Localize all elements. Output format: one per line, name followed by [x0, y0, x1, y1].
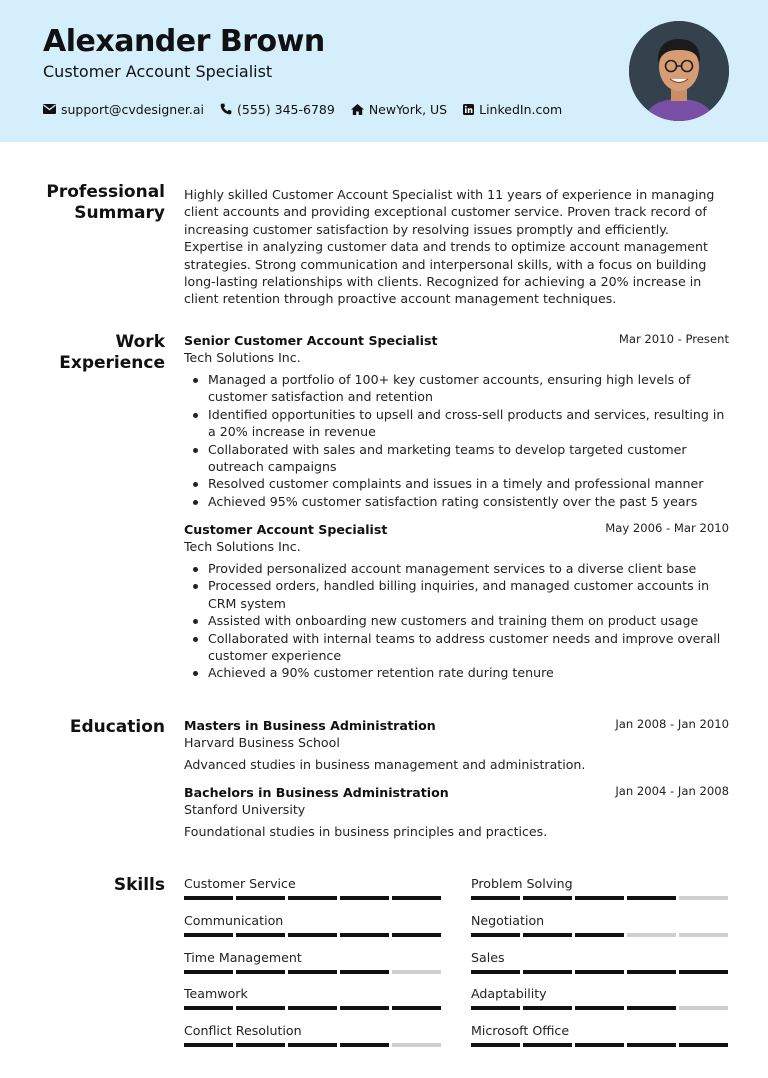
skill-level-segment-filled — [575, 1043, 624, 1047]
skill-level-segment-filled — [627, 1043, 676, 1047]
education-dates: Jan 2004 - Jan 2008 — [615, 784, 729, 798]
skill-level-segment-filled — [523, 1043, 572, 1047]
job-company: Tech Solutions Inc. — [184, 350, 301, 365]
skill-level-bar — [184, 1043, 444, 1047]
skill-level-segment-filled — [392, 896, 441, 900]
skill-level-segment-filled — [236, 970, 285, 974]
phone-icon — [220, 103, 232, 115]
skills-heading: Skills — [113, 875, 165, 895]
skill-name: Teamwork — [184, 986, 248, 1002]
skill-level-segment-filled — [471, 896, 520, 900]
skill-level-segment-filled — [627, 1006, 676, 1010]
skill-level-segment-filled — [236, 1043, 285, 1047]
skill-level-segment-filled — [627, 896, 676, 900]
skill-level-segment-empty — [627, 933, 676, 937]
email-text: support@cvdesigner.ai — [61, 101, 205, 117]
skill-level-bar — [184, 933, 444, 937]
candidate-title: Customer Account Specialist — [43, 62, 273, 81]
skill-level-segment-empty — [679, 933, 728, 937]
profile-photo — [629, 21, 729, 121]
skill-level-segment-filled — [288, 933, 337, 937]
job-bullet: Processed orders, handled billing inquiries, and managed customer accounts in CRM system — [190, 577, 730, 612]
skill-name: Customer Service — [184, 876, 296, 891]
skill-level-segment-filled — [523, 896, 572, 900]
summary-heading-line2: Summary — [74, 203, 165, 223]
skill-name: Sales — [471, 949, 505, 965]
job-title: Customer Account Specialist — [184, 522, 388, 537]
degree-title: Bachelors in Business Administration — [184, 785, 449, 800]
education-dates: Jan 2008 - Jan 2010 — [615, 717, 729, 731]
experience-heading-line1: Work — [115, 332, 165, 352]
skill-name: Problem Solving — [471, 876, 573, 891]
skill-level-segment-empty — [679, 1006, 728, 1010]
home-icon — [351, 104, 364, 115]
job-bullets — [190, 371, 730, 510]
skill-level-segment-filled — [184, 896, 233, 900]
skill-level-segment-filled — [679, 970, 728, 974]
job-title: Senior Customer Account Specialist — [184, 333, 438, 348]
skill-name: Time Management — [184, 949, 302, 965]
skill-level-segment-filled — [523, 1006, 572, 1010]
contact-list — [43, 100, 578, 118]
job-bullet: Achieved 95% customer satisfaction rating consistently over the past 5 years — [190, 493, 730, 510]
skill-level-segment-filled — [288, 1006, 337, 1010]
education-description: Advanced studies in business management and administration. — [184, 757, 586, 772]
skill-level-bar — [471, 933, 731, 937]
skill-level-segment-filled — [575, 1006, 624, 1010]
skill-level-segment-empty — [679, 896, 728, 900]
skill-level-segment-filled — [340, 1006, 389, 1010]
skill-level-segment-filled — [575, 970, 624, 974]
job-dates: Mar 2010 - Present — [618, 332, 729, 346]
skill-level-segment-filled — [288, 970, 337, 974]
skill-name: Conflict Resolution — [184, 1023, 302, 1039]
skill-level-bar — [184, 1006, 444, 1010]
contact-phone[interactable] — [220, 102, 335, 117]
skill-level-segment-filled — [288, 1043, 337, 1047]
skill-name: Microsoft Office — [471, 1023, 570, 1039]
skill-level-segment-filled — [340, 933, 389, 937]
job-bullet: Collaborated with sales and marketing teams to develop targeted customer outreach campaigns — [190, 441, 730, 476]
skill-level-segment-filled — [340, 1043, 389, 1047]
skill-level-segment-filled — [523, 970, 572, 974]
skill-level-segment-filled — [340, 896, 389, 900]
skill-level-segment-filled — [340, 970, 389, 974]
skill-level-segment-empty — [392, 1043, 441, 1047]
location-text: NewYork, US — [368, 101, 448, 117]
job-bullet: Managed a portfolio of 100+ key customer accounts, ensuring high levels of customer satisfaction and retention — [190, 371, 730, 406]
skill-level-segment-filled — [184, 1043, 233, 1047]
experience-heading-line2: Experience — [59, 353, 165, 373]
linkedin-text: LinkedIn.com — [479, 101, 563, 117]
skill-level-segment-filled — [236, 896, 285, 900]
resume-header — [0, 0, 768, 142]
skill-level-segment-filled — [184, 933, 233, 937]
degree-title: Masters in Business Administration — [184, 718, 436, 733]
skill-level-segment-filled — [236, 1006, 285, 1010]
skill-level-segment-empty — [392, 970, 441, 974]
job-bullets — [190, 560, 730, 682]
education-description: Foundational studies in business principles and practices. — [184, 824, 548, 839]
skill-level-segment-filled — [471, 933, 520, 937]
job-company: Tech Solutions Inc. — [184, 539, 301, 554]
skill-level-segment-filled — [679, 1043, 728, 1047]
skill-level-segment-filled — [627, 970, 676, 974]
skill-level-segment-filled — [392, 933, 441, 937]
job-bullet: Identified opportunities to upsell and cross-sell products and services, resulting in a 20% increase in revenue — [190, 406, 730, 441]
skill-level-bar — [471, 1043, 731, 1047]
envelope-icon — [43, 104, 56, 114]
skill-level-segment-filled — [471, 1043, 520, 1047]
job-bullet: Resolved customer complaints and issues in a timely and professional manner — [190, 475, 730, 492]
skill-level-bar — [471, 970, 731, 974]
skill-level-bar — [471, 1006, 731, 1010]
education-heading: Education — [69, 717, 165, 737]
skill-name: Adaptability — [471, 986, 547, 1002]
contact-email[interactable] — [43, 102, 204, 117]
skill-level-segment-filled — [523, 933, 572, 937]
skill-level-segment-filled — [392, 1006, 441, 1010]
job-bullet: Assisted with onboarding new customers and training them on product usage — [190, 612, 730, 629]
skill-level-segment-filled — [471, 970, 520, 974]
skill-level-segment-filled — [288, 896, 337, 900]
skill-level-segment-filled — [184, 970, 233, 974]
skill-level-bar — [184, 896, 444, 900]
skill-level-bar — [184, 970, 444, 974]
job-bullet: Collaborated with internal teams to address customer needs and improve overall customer experience — [190, 630, 730, 665]
skill-level-segment-filled — [184, 1006, 233, 1010]
school-name: Harvard Business School — [184, 735, 340, 750]
skill-name: Negotiation — [471, 912, 545, 928]
skill-level-segment-filled — [575, 933, 624, 937]
job-bullet: Achieved a 90% customer retention rate during tenure — [190, 664, 730, 681]
experience-heading — [30, 332, 165, 374]
skill-level-segment-filled — [236, 933, 285, 937]
summary-text: Highly skilled Customer Account Specialist with 11 years of experience in managing client accounts and providing exceptional customer service. Proven track record of increasing customer satisfaction by resolving issues promptly and efficiently. Expertise in analyzing customer data and trends to optimize account management strategies. Strong communication and interpersonal skills, with a focus on building long-lasting relationships with clients. Recognized for achieving a 20% increase in client retention through proactive account management techniques. — [184, 187, 715, 307]
skill-level-segment-filled — [471, 1006, 520, 1010]
skill-level-bar — [471, 896, 731, 900]
job-dates: May 2006 - Mar 2010 — [605, 521, 729, 535]
skill-level-segment-filled — [575, 896, 624, 900]
job-bullet: Provided personalized account management services to a diverse client base — [190, 560, 730, 577]
school-name: Stanford University — [184, 802, 306, 817]
contact-location — [351, 102, 447, 117]
skill-name: Communication — [184, 912, 284, 928]
linkedin-icon — [463, 104, 474, 115]
contact-linkedin[interactable] — [463, 102, 562, 117]
summary-heading — [30, 182, 165, 224]
candidate-name: Alexander Brown — [43, 24, 325, 59]
summary-heading-line1: Professional — [46, 182, 165, 202]
phone-text: (555) 345-6789 — [237, 101, 335, 117]
